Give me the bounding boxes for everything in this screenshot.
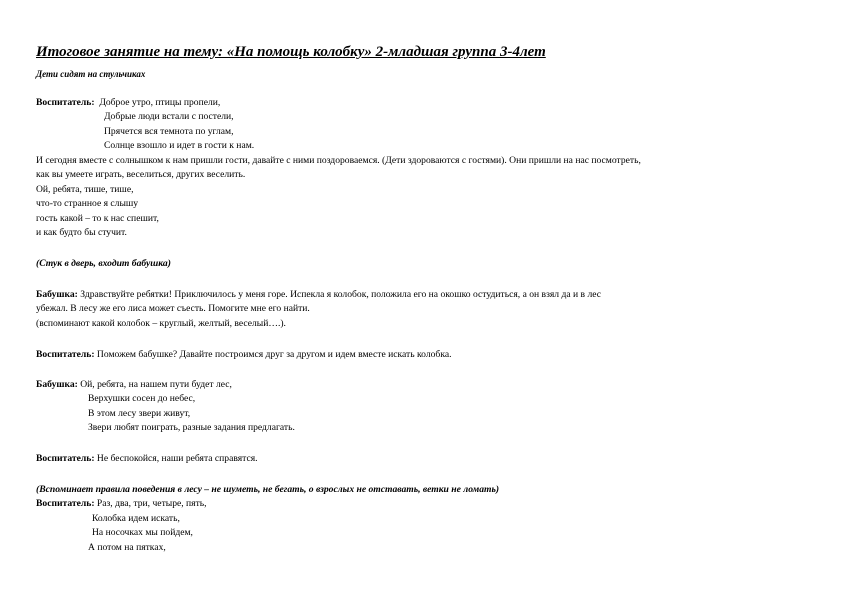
speaker-label: Воспитатель: — [36, 97, 95, 108]
paragraph-line: Здравствуйте ребятки! Приключилось у меня горе. Испекла я колобок, положила его на окошко остудиться, а он взял да и в лес — [80, 289, 602, 300]
subtitle: Дети сидят на стульчиках — [36, 69, 146, 79]
verse-line: Прячется вся темнота по углам, — [104, 126, 234, 137]
block1-first-line — [36, 97, 220, 109]
paragraph-line: Не беспокойся, наши ребята справятся. — [96, 453, 258, 464]
block7-first-line — [36, 498, 207, 510]
speaker-label: Бабушка: — [36, 289, 78, 300]
verse-line: Доброе утро, птицы пропели, — [99, 97, 221, 108]
verse-line: На носочках мы пойдем, — [92, 527, 193, 538]
paragraph-line: что-то странное я слышу — [36, 198, 139, 209]
paragraph-line: Ой, ребята, тише, тише, — [36, 184, 134, 195]
verse-line: Ой, ребята, на нашем пути будет лес, — [80, 379, 232, 390]
speaker-label: Бабушка: — [36, 379, 78, 390]
verse-line: Колобка идем искать, — [92, 513, 180, 524]
paragraph-line: И сегодня вместе с солнышком к нам пришли гости, давайте с ними поздороваемся. (Дети здороваются с гостями). Они пришли на нас посмотреть, — [36, 155, 641, 166]
verse-line: В этом лесу звери живут, — [88, 408, 191, 419]
paragraph-line: как вы умеете играть, веселиться, других веселить. — [36, 169, 246, 180]
paragraph-line: (вспоминают какой колобок – круглый, желтый, веселый….). — [36, 318, 286, 329]
verse-line: А потом на пятках, — [88, 542, 166, 553]
stage-direction: (Стук в дверь, входит бабушка) — [36, 258, 171, 269]
block5-first-line — [36, 379, 232, 391]
speaker-label: Воспитатель: — [36, 453, 95, 464]
paragraph-line: Поможем бабушке? Давайте построимся друг за другом и идем вместе искать колобка. — [96, 349, 452, 360]
paragraph-line: убежал. В лесу же его лиса может съесть. Помогите мне его найти. — [36, 303, 310, 314]
block4-line — [36, 349, 452, 361]
speaker-label: Воспитатель: — [36, 498, 95, 509]
verse-line: Раз, два, три, четыре, пять, — [96, 498, 207, 509]
verse-line: Добрые люди встали с постели, — [104, 111, 234, 122]
paragraph-line: гость какой – то к нас спешит, — [36, 213, 159, 224]
block3-first-line — [36, 289, 601, 301]
verse-line: Звери любят поиграть, разные задания предлагать. — [88, 422, 295, 433]
document-title: Итоговое занятие на тему: «На помощь колобку» 2-младшая группа 3-4лет — [36, 44, 546, 60]
paragraph-line: и как будто бы стучит. — [36, 227, 127, 238]
speaker-label: Воспитатель: — [36, 349, 95, 360]
stage-direction: (Вспоминает правила поведения в лесу – не шуметь, не бегать, о взрослых не отставать, ветки не ломать) — [36, 484, 500, 495]
block6-line — [36, 453, 258, 465]
verse-line: Верхушки сосен до небес, — [88, 393, 196, 404]
verse-line: Солнце взошло и идет в гости к нам. — [104, 140, 255, 151]
